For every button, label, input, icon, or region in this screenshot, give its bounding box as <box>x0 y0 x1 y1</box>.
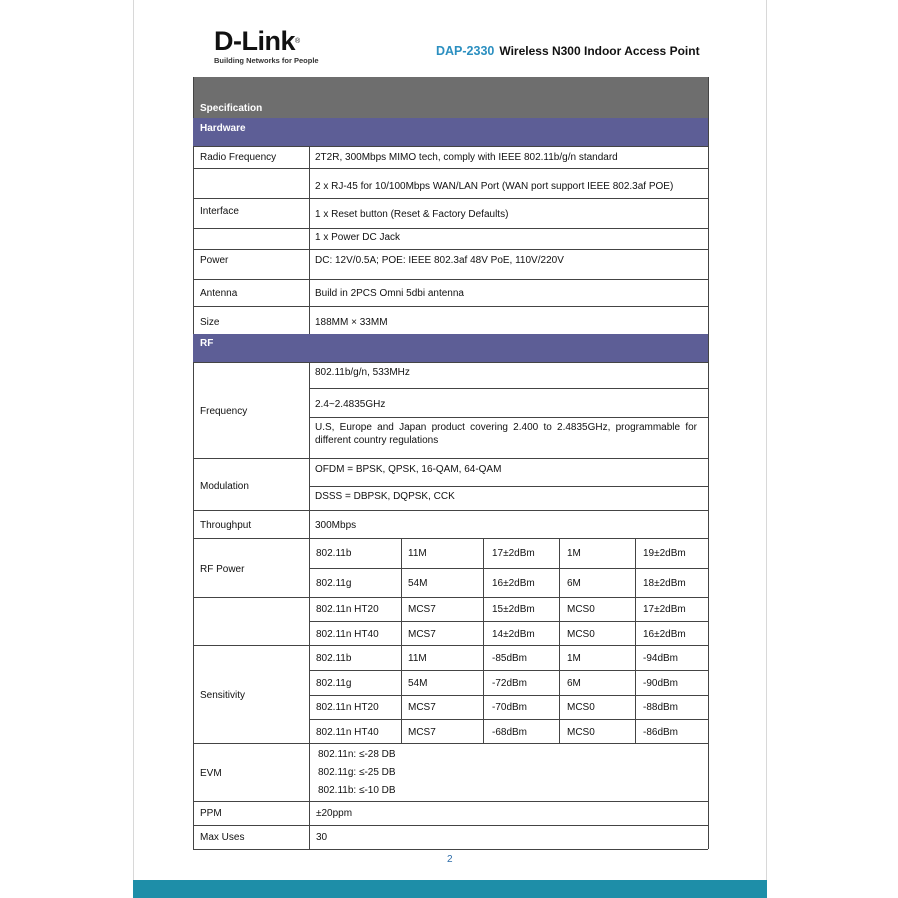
sensitivity-cell: -68dBm <box>492 727 528 738</box>
frequency-value-range: 2.4~2.4835GHz <box>315 399 386 410</box>
frequency-value-band: 802.11b/g/n, 533MHz <box>315 367 410 378</box>
rf-power-cell: 15±2dBm <box>492 604 535 615</box>
evm-value-n: 802.11n: ≤-28 DB <box>318 749 396 760</box>
evm-value-g: 802.11g: ≤-25 DB <box>318 767 396 778</box>
page-number: 2 <box>447 854 453 865</box>
logo-tagline: Building Networks for People <box>214 56 319 65</box>
max-uses-label: Max Uses <box>200 832 245 843</box>
radio-frequency-value: 2T2R, 300Mbps MIMO tech, comply with IEEE 802.11b/g/n standard <box>315 152 618 163</box>
sensitivity-cell: -86dBm <box>643 727 679 738</box>
rf-power-cell: 6M <box>567 578 581 589</box>
rf-power-cell: 802.11b <box>316 548 352 559</box>
rf-power-cell: 16±2dBm <box>643 629 686 640</box>
sensitivity-label: Sensitivity <box>200 690 246 701</box>
frequency-value-regions: U.S, Europe and Japan product covering 2.400 to 2.4835GHz, programmable for different country regulations <box>315 422 697 446</box>
sensitivity-cell: 54M <box>408 678 428 689</box>
sensitivity-cell: 6M <box>567 678 581 689</box>
ppm-label: PPM <box>200 808 222 819</box>
evm-label: EVM <box>200 768 222 779</box>
sensitivity-cell: MCS7 <box>408 727 436 738</box>
sensitivity-cell: 802.11g <box>316 678 352 689</box>
rf-power-cell: 54M <box>408 578 428 589</box>
rf-power-cell: MCS7 <box>408 629 436 640</box>
antenna-value: Build in 2PCS Omni 5dbi antenna <box>315 288 464 299</box>
throughput-label: Throughput <box>200 520 252 531</box>
rf-section-label: RF <box>200 338 214 349</box>
logo-text: D-Link <box>214 26 295 56</box>
sensitivity-cell: MCS7 <box>408 702 436 713</box>
max-uses-value: 30 <box>316 832 328 843</box>
rf-power-label: RF Power <box>200 564 245 575</box>
sensitivity-cell: MCS0 <box>567 702 595 713</box>
rf-power-cell: 19±2dBm <box>643 548 686 559</box>
model-number: DAP-2330 <box>436 44 495 58</box>
sensitivity-cell: -72dBm <box>492 678 528 689</box>
evm-value-b: 802.11b: ≤-10 DB <box>318 785 396 796</box>
sensitivity-cell: -88dBm <box>643 702 679 713</box>
rf-power-cell: 17±2dBm <box>643 604 686 615</box>
modulation-label: Modulation <box>200 481 249 492</box>
size-value: 188MM × 33MM <box>315 317 388 328</box>
sensitivity-cell: -90dBm <box>643 678 679 689</box>
interface-value-ports: 2 x RJ-45 for 10/100Mbps WAN/LAN Port (WAN port support IEEE 802.3af POE) <box>315 181 674 192</box>
interface-value-reset: 1 x Reset button (Reset & Factory Defaults) <box>315 209 509 220</box>
rf-power-cell: 11M <box>408 548 427 559</box>
rf-power-cell: 802.11g <box>316 578 352 589</box>
rf-power-cell: 1M <box>567 548 581 559</box>
rf-power-cell: 802.11n HT40 <box>316 629 379 640</box>
sensitivity-cell: 802.11b <box>316 653 352 664</box>
hardware-section-header <box>193 118 708 146</box>
modulation-value-dsss: DSSS = DBPSK, DQPSK, CCK <box>315 491 455 502</box>
modulation-value-ofdm: OFDM = BPSK, QPSK, 16-QAM, 64-QAM <box>315 464 502 475</box>
product-title: Wireless N300 Indoor Access Point <box>499 44 700 58</box>
sensitivity-cell: MCS0 <box>567 727 595 738</box>
sensitivity-cell: 11M <box>408 653 427 664</box>
antenna-label: Antenna <box>200 288 238 299</box>
document-header <box>436 44 700 58</box>
specification-title: Specification <box>200 103 263 114</box>
power-value: DC: 12V/0.5A; POE: IEEE 802.3af 48V PoE, 110V/220V <box>315 255 564 266</box>
ppm-value: ±20ppm <box>316 808 353 819</box>
dlink-logo <box>214 28 319 65</box>
sensitivity-cell: 802.11n HT20 <box>316 702 379 713</box>
sensitivity-cell: -70dBm <box>492 702 528 713</box>
rf-power-cell: MCS0 <box>567 629 595 640</box>
rf-power-cell: MCS7 <box>408 604 436 615</box>
rf-power-cell: 14±2dBm <box>492 629 535 640</box>
specification-title-bar <box>193 77 708 118</box>
rf-power-cell: 16±2dBm <box>492 578 535 589</box>
sensitivity-cell: 802.11n HT40 <box>316 727 379 738</box>
throughput-value: 300Mbps <box>315 520 357 531</box>
interface-value-dc-jack: 1 x Power DC Jack <box>315 232 401 243</box>
rf-power-cell: MCS0 <box>567 604 595 615</box>
interface-label: Interface <box>200 206 239 217</box>
sensitivity-cell: 1M <box>567 653 581 664</box>
frequency-label: Frequency <box>200 406 248 417</box>
footer-bar <box>133 880 767 898</box>
sensitivity-cell: -94dBm <box>643 653 679 664</box>
rf-section-header <box>193 334 708 362</box>
rf-power-cell: 17±2dBm <box>492 548 535 559</box>
radio-frequency-label: Radio Frequency <box>200 152 277 163</box>
hardware-section-label: Hardware <box>200 123 246 134</box>
size-label: Size <box>200 317 220 328</box>
sensitivity-cell: -85dBm <box>492 653 528 664</box>
power-label: Power <box>200 255 229 266</box>
logo-registered: ® <box>295 38 300 45</box>
rf-power-cell: 18±2dBm <box>643 578 686 589</box>
rf-power-cell: 802.11n HT20 <box>316 604 379 615</box>
